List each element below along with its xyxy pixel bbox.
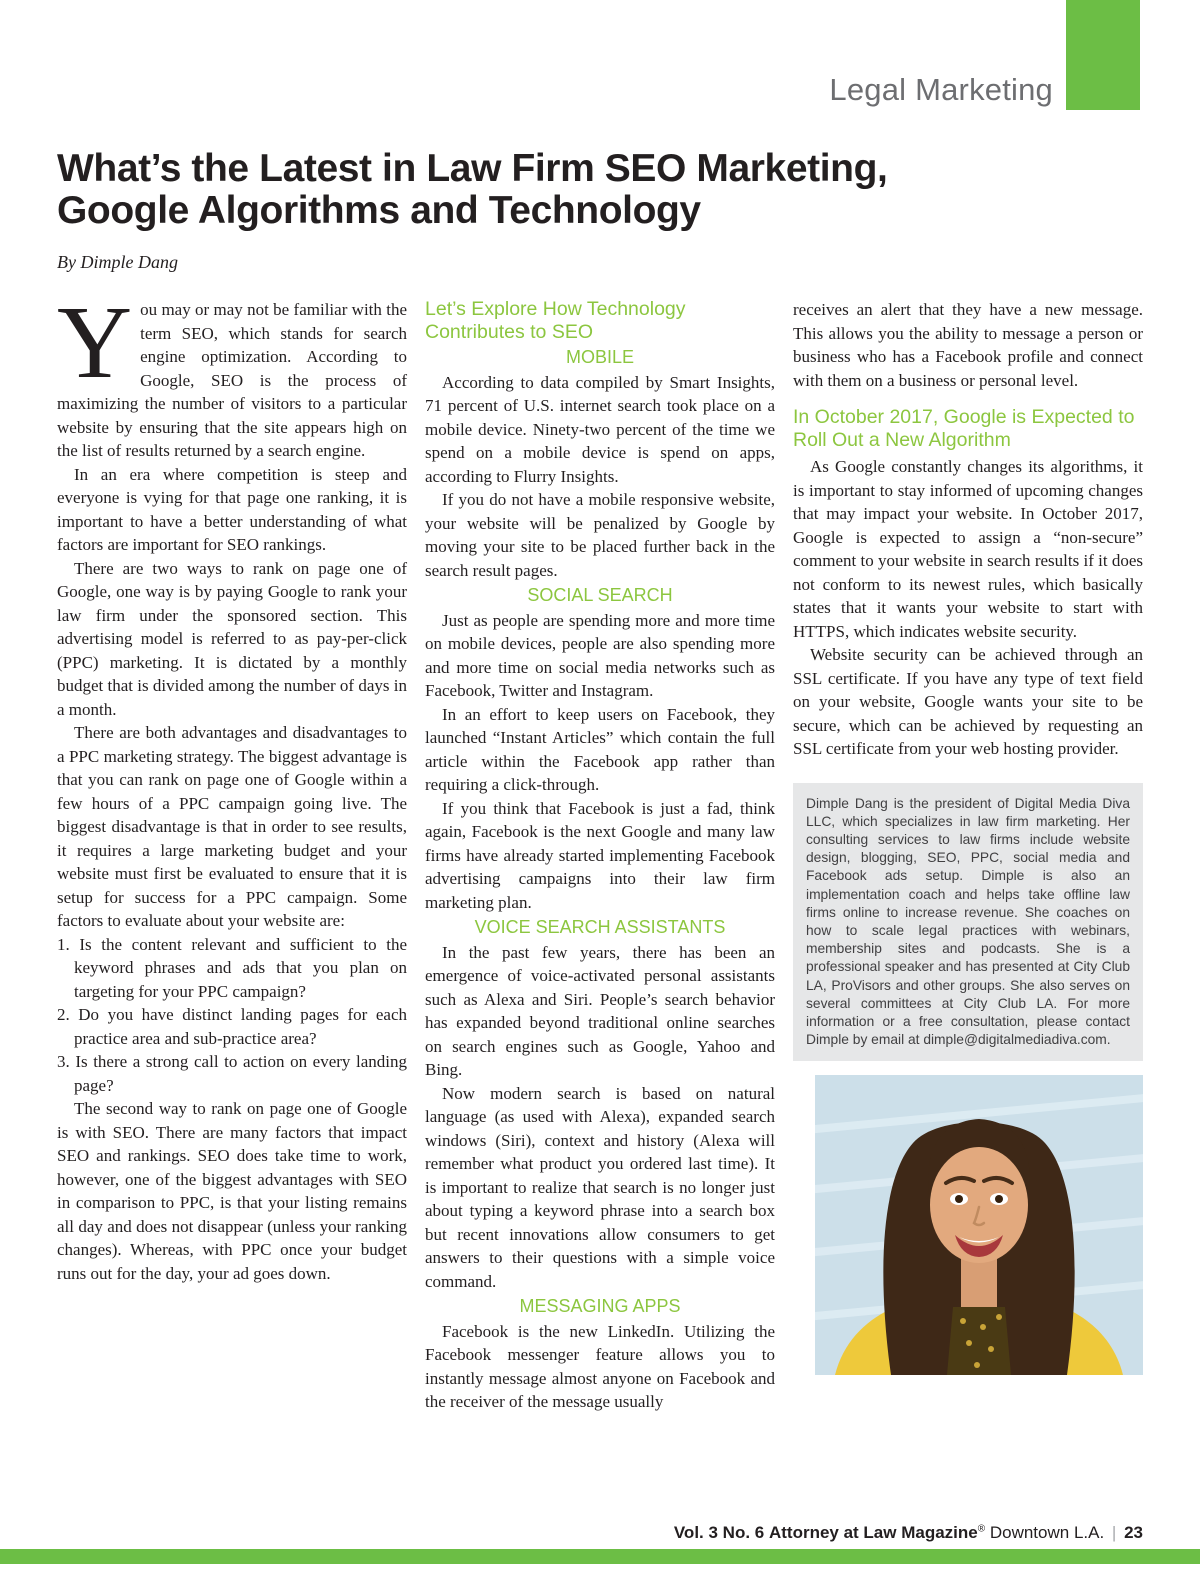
- page-footer: [674, 1523, 1143, 1543]
- subheading-mobile: MOBILE: [565, 347, 635, 367]
- column-1: [57, 285, 407, 1414]
- paragraph-text: ou may or may not be familiar with the term SEO, which stands for search engine optimization. According to Google, SEO is the process of maximizing the number of visitors to a particular website by ensuring that the site appears high on the list of results returned by a search engine.: [57, 300, 407, 460]
- page-number: 23: [1124, 1523, 1143, 1542]
- article-paragraph: Facebook is the new LinkedIn. Utilizing the Facebook messenger feature allows you to instantly message almost anyone on Facebook and the receiver of the message usually: [425, 1321, 775, 1412]
- numbered-list-item: 2. Do you have distinct landing pages for each practice area and sub-practice area?: [57, 1005, 407, 1048]
- section-heading-algorithm: In October 2017, Google is Expected to Roll Out a New Algorithm: [793, 406, 1135, 451]
- subheading-messaging-apps: MESSAGING APPS: [519, 1296, 681, 1317]
- bottom-green-bar: [0, 1549, 1200, 1564]
- magazine-name: Attorney at Law Magazine: [768, 1523, 978, 1542]
- subheading-social-search: SOCIAL SEARCH: [527, 585, 673, 606]
- author-bio-box: [793, 783, 1143, 1062]
- article-paragraph: There are both advantages and disadvantages to a PPC marketing strategy. The biggest advantage is that you can rank on page one of Google within a few hours of a PPC campaign going live. The biggest disadvantage is that in order to see results, it requires a large marketing budget and your website must first be evaluated to ensure that it is setup for success for a PPC campaign. Some factors to evaluate about your website are:: [57, 723, 407, 930]
- article-paragraph: In an effort to keep users on Facebook, they launched “Instant Articles” which contain the full article within the Facebook app rather than requiring a click-through.: [425, 704, 775, 795]
- subheading-voice-search-assistants: VOICE SEARCH ASSISTANTS: [474, 917, 726, 938]
- edition-location: Downtown L.A.: [989, 1523, 1105, 1542]
- article-paragraph: If you think that Facebook is just a fad, think again, Facebook is the next Google and many law firms have already started implementing Facebook advertising campaigns into their law firm marketing plan.: [425, 798, 775, 912]
- footer-divider: |: [1111, 1523, 1117, 1542]
- article-paragraph: Now modern search is based on natural language (as used with Alexa), expanded search windows (Siri), context and history (Alexa will remember what product you ordered last time). It is important to realize that search is no longer just about typing a keyword phrase into a search box but recent innovations allow consumers to get answers to their questions with a simple voice command.: [425, 1083, 775, 1291]
- drop-cap: Y: [57, 285, 133, 400]
- registered-mark: ®: [977, 1523, 986, 1535]
- numbered-list-item: 1. Is the content relevant and sufficient to the keyword phrases and ads that you plan on targeting for your PPC campaign?: [57, 934, 407, 1001]
- article-paragraph: Just as people are spending more and more time on mobile devices, people are also spending more and more time on social media networks such as Facebook, Twitter and Instagram.: [425, 610, 775, 701]
- column-2: [425, 298, 775, 1414]
- article-paragraph: receives an alert that they have a new message. This allows you the ability to message a person or business who has a Facebook profile and connect with them on a business or personal level.: [793, 300, 1143, 390]
- article-paragraph: In an era where competition is steep and everyone is vying for that page one ranking, it is important to have a better understanding of what factors are important for SEO rankings.: [57, 464, 407, 554]
- numbered-list-item: 3. Is there a strong call to action on every landing page?: [57, 1052, 407, 1095]
- author-photo: [815, 1075, 1143, 1375]
- column-3: [793, 298, 1143, 1414]
- article-paragraph: In the past few years, there has been an emergence of voice-activated personal assistants such as Alexa and Siri. People’s search behavior has expanded beyond traditional online searches on search engines such as Google, Yahoo and Bing.: [425, 942, 775, 1080]
- byline: By Dimple Dang: [57, 252, 178, 272]
- article-paragraph: [57, 285, 407, 463]
- article-paragraph: Website security can be achieved through an SSL certificate. If you have any type of text field on your website, Google wants your site to be secure, which can be achieved by requesting an SSL certificate from your web hosting provider.: [793, 645, 1143, 758]
- section-heading-technology: Let’s Explore How Technology Contributes to SEO: [425, 298, 686, 343]
- article-paragraph: If you do not have a mobile responsive website, your website will be penalized by Google by moving your site to be placed further back in the search result pages.: [425, 490, 775, 580]
- volume-number: Vol. 3 No. 6: [673, 1523, 765, 1542]
- article-paragraph: The second way to rank on page one of Google is with SEO. There are many factors that impact SEO and rankings. SEO does take time to work, however, one of the biggest advantages with SEO in comparison to PPC, is that your listing remains all day and does not disappear (unless your ranking changes). Whereas, with PPC once your budget runs out for the day, your ad goes down.: [57, 1099, 407, 1283]
- article-body: [57, 285, 1143, 1414]
- article-title: What’s the Latest in Law Firm SEO Marketing, Google Algorithms and Technology: [57, 147, 888, 232]
- green-corner-block: [1066, 0, 1140, 110]
- article-paragraph: As Google constantly changes its algorithms, it is important to stay informed of upcoming changes that may impact your website. In October 2017, Google is expected to assign a “non-secure” comment to your website in search results if it does not conform to its newest rules, which basically states that it wants your website to start with HTTPS, which indicates website security.: [793, 457, 1143, 641]
- article-paragraph: There are two ways to rank on page one of Google, one way is by paying Google to rank your law firm under the sponsored section. This advertising model is referred to as pay-per-click (PPC) marketing. It is dictated by a monthly budget that is divided among the number of days in a month.: [57, 558, 407, 719]
- author-bio: Dimple Dang is the president of Digital Media Diva LLC, which specializes in law firm marketing. Her consulting services to law firms include website design, blogging, SEO, PPC, social media and Facebook ads setup. Dimple is also an implementation coach and helps take offline law firms online to increase revenue. She coaches on how to scale legal practices with webinars, membership sites and podcasts. She is a professional speaker and has presented at City Club LA, ProVisors and other groups. She also serves on several committees at City Club LA. For more information or a free consultation, please contact Dimple by email at dimple@digitalmediadiva.com.: [806, 795, 1130, 1048]
- section-label: Legal Marketing: [829, 72, 1053, 107]
- article-paragraph: According to data compiled by Smart Insights, 71 percent of U.S. internet search took place on a mobile device. Ninety-two percent of the time we spend on a mobile device is spend on apps, according to Flurry Insights.: [425, 372, 775, 486]
